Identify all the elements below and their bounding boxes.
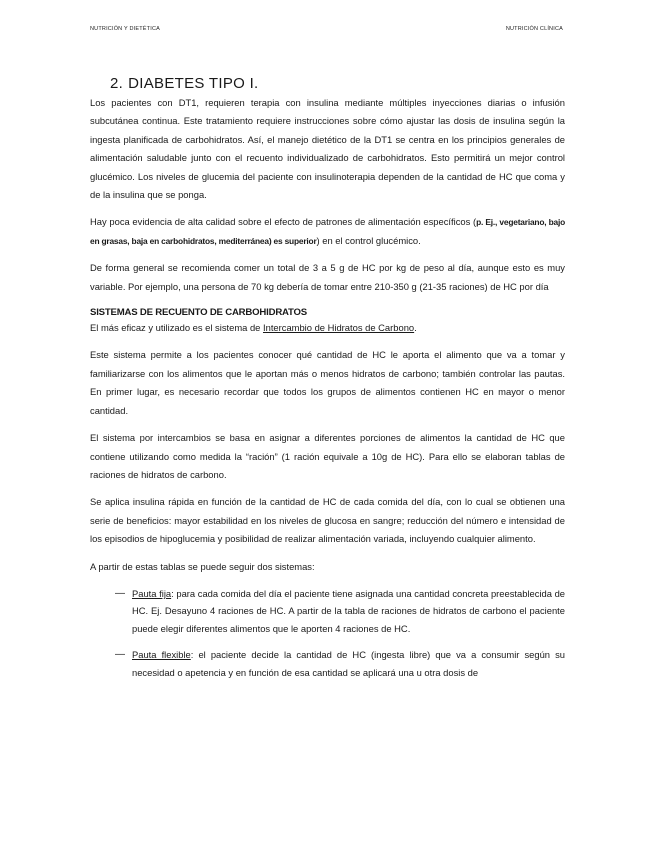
- regimen-list: [90, 585, 565, 681]
- text-flexible-regimen: : el paciente decide la cantidad de HC (ingesta libre) que va a consumir según su necesidad o apetencia y en función de esa cantidad se aplicará una u otra dosis de: [132, 649, 565, 678]
- paragraph-evidence: [90, 213, 565, 250]
- list-item-fixed-regimen: [90, 585, 565, 637]
- section-title: DIABETES TIPO I.: [128, 75, 259, 92]
- paragraph-evidence-end: ) en el control glucémico.: [316, 234, 421, 246]
- paragraph-evidence-bold: p. Ej., vegetariano, bajo en grasas, baja en carbohidratos, mediterránea) es superior: [90, 217, 566, 246]
- term-fixed-regimen: Pauta fija: [132, 587, 172, 599]
- running-header: [90, 26, 563, 32]
- paragraph-exchange-basis: El sistema por intercambios se basa en asignar a diferentes porciones de alimentos la cantidad de HC que contiene utilizando como medida la “ración” (1 ración equivale a 10g de HC). Para ello se elaboran tablas de raciones de hidratos de carbono.: [90, 432, 565, 480]
- paragraph-intro: Los pacientes con DT1, requieren terapia con insulina mediante múltiples inyecciones diarias o infusión subcutánea continua. Este tratamiento requiere instrucciones sobre cómo ajustar las dosis de insulina según la ingesta planificada de carbohidratos. Así, el manejo dietético de la DT1 se centra en los principios generales de alimentación saludable junto con el recuento individualizado de carbohidratos. Esto permitirá un mejor control glucémico. Los niveles de glucemia del paciente con insulinoterapia dependen de la cantidad de HC que coma y de la insulina que se ponga.: [90, 97, 565, 201]
- term-flexible-regimen: Pauta flexible: [132, 649, 191, 661]
- paragraph-evidence-start: Hay poca evidencia de alta calidad sobre el efecto de patrones de alimentación específicos (: [90, 216, 477, 228]
- header-right: NUTRICIÓN CLÍNICA: [505, 26, 563, 32]
- section-heading: [110, 74, 565, 94]
- paragraph-system-description: Este sistema permite a los pacientes conocer qué cantidad de HC le aporta el alimento que va a tomar y familiarizarse con los alimentos que le aportan más o menos hidratos de carbono; también controlar las pautas. En primer lugar, es necesario recordar que todos los grupos de alimentos contienen HC en mayor o menor cantidad.: [90, 349, 565, 416]
- dash-bullet: —: [115, 649, 125, 661]
- subsection-intro-end: .: [414, 322, 417, 334]
- section-number: 2.: [110, 75, 124, 92]
- main-content: [90, 74, 565, 681]
- subsection-heading: SISTEMAS DE RECUENTO DE CARBOHIDRATOS: [90, 307, 308, 319]
- text-fixed-regimen: : para cada comida del día el paciente tiene asignada una cantidad concreta preestablecida de HC. Ej. Desayuno 4 raciones de HC. A partir de la tabla de raciones de hidratos de carbono el paciente puede elegir diferentes alimentos que le aporten 4 raciones de HC.: [132, 587, 565, 634]
- paragraph-insulin-benefits: Se aplica insulina rápida en función de la cantidad de HC de cada comida del día, con lo cual se obtienen una serie de beneficios: mayor estabilidad en los niveles de glucosa en sangre; reducción del número e intensidad de los episodios de hipoglucemia y posibilidad de realizar alimentación variada, incluyendo cualquier alimento.: [90, 496, 565, 545]
- exchange-system-term: Intercambio de Hidratos de Carbono: [263, 322, 415, 334]
- header-left: NUTRICIÓN Y DIETÉTICA: [90, 26, 161, 32]
- paragraph-two-systems: A partir de estas tablas se puede seguir dos sistemas:: [90, 560, 315, 572]
- subsection-intro: [90, 319, 565, 337]
- dash-bullet: —: [115, 587, 125, 599]
- list-item-flexible-regimen: [90, 646, 565, 681]
- subsection-intro-text: El más eficaz y utilizado es el sistema de: [90, 322, 263, 334]
- paragraph-recommendation: De forma general se recomienda comer un total de 3 a 5 g de HC por kg de peso al día, aunque esto es muy variable. Por ejemplo, una persona de 70 kg debería de tomar entre 210-350 g (21-35 raciones) de HC por día: [90, 262, 565, 292]
